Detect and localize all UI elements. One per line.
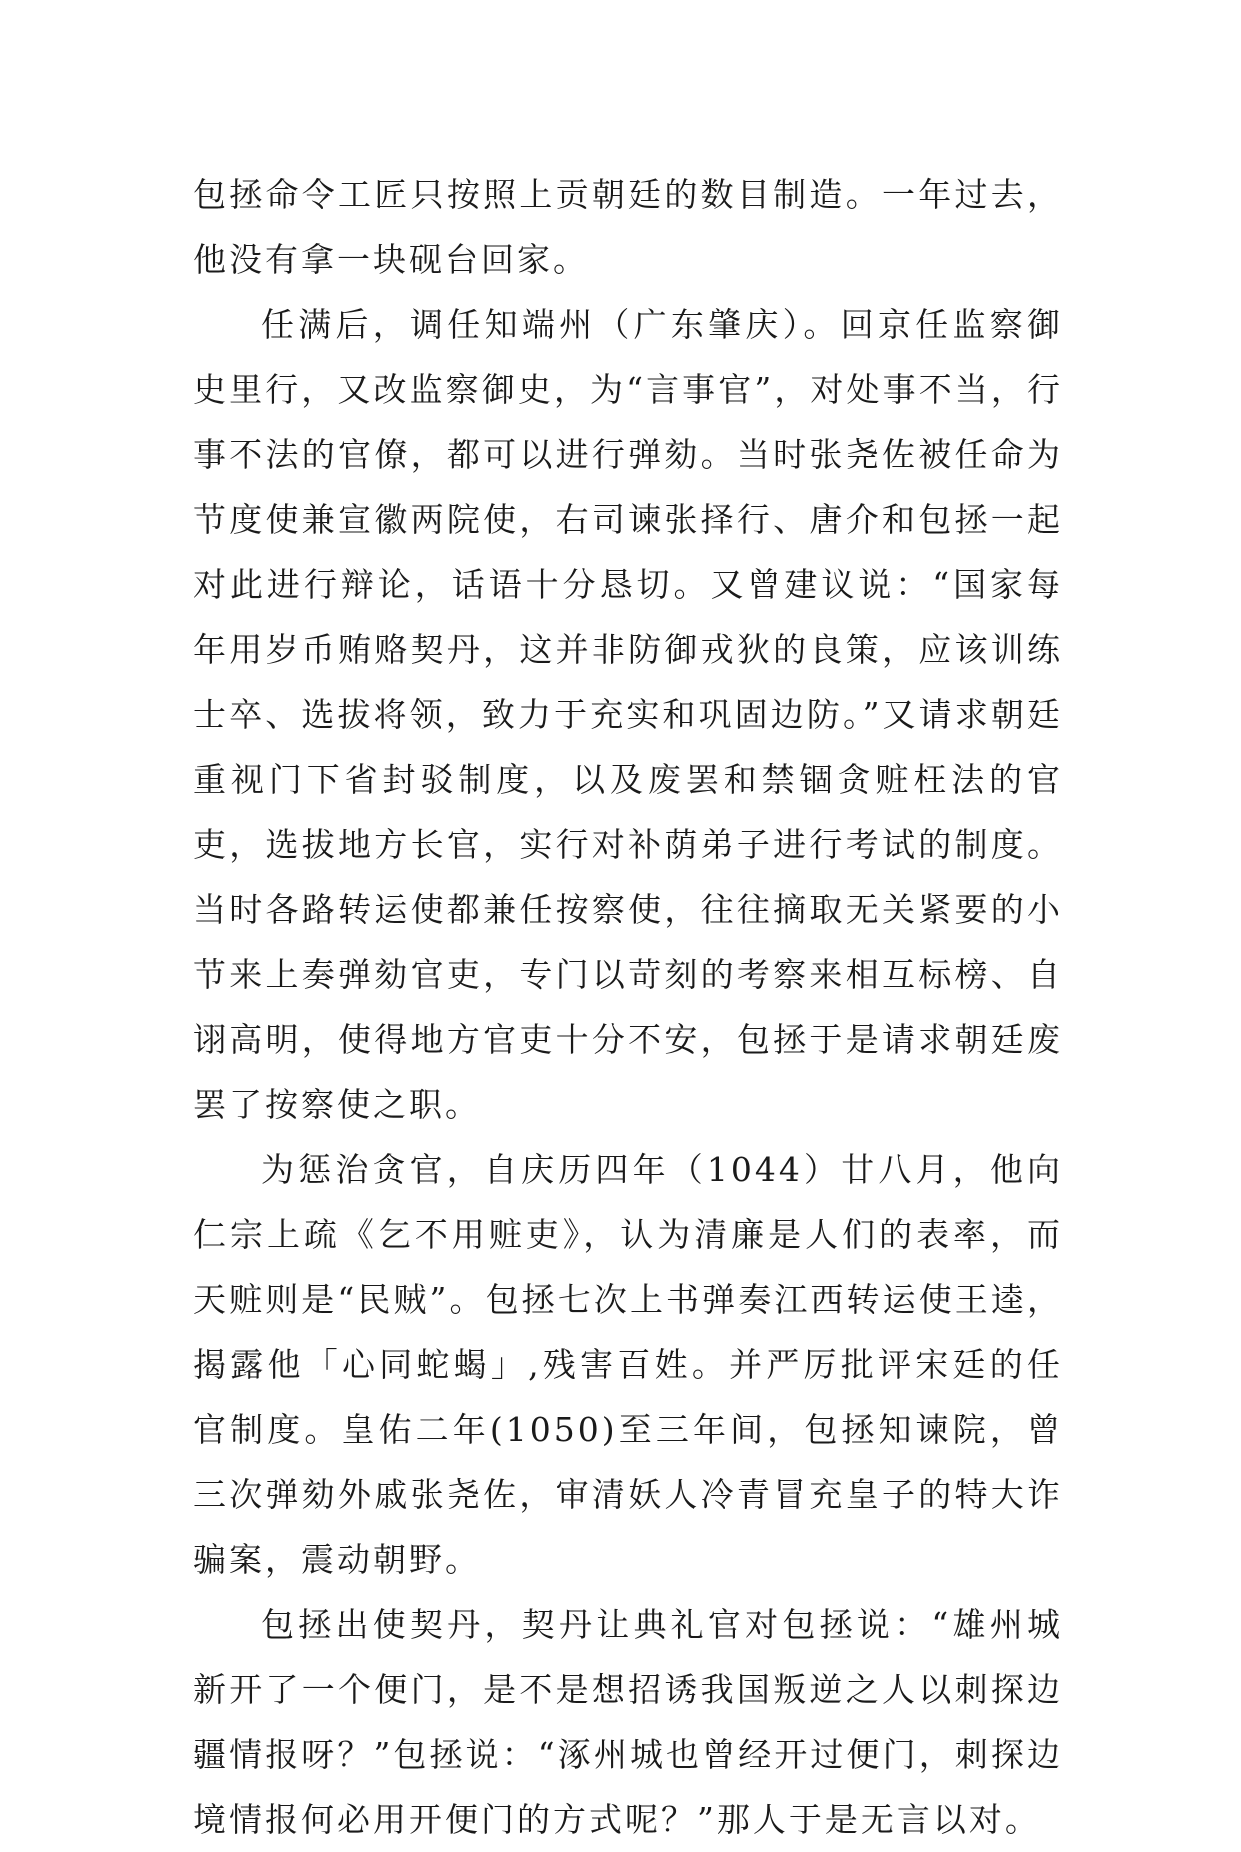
paragraph-4: 包拯出使契丹，契丹让典礼官对包拯说：“雄州城新开了一个便门，是不是想招诱我国叛逆之人以刺探边疆情报呀？”包拯说：“涿州城也曾经开过便门，刺探边境情报何必用开便门的方式呢？”那人于是无言以对。 (193, 1605, 1063, 1839)
paragraph-1: 包拯命令工匠只按照上贡朝廷的数目制造。一年过去，他没有拿一块砚台回家。 (193, 175, 1063, 279)
paragraph-3: 为惩治贪官，自庆历四年（1044）廿八月，他向仁宗上疏《乞不用赃吏》，认为清廉是人们的表率，而天赃则是“民贼”。包拯七次上书弹奏江西转运使王逵，揭露他「心同蛇蝎」,残害百姓。并严厉批评宋廷的任官制度。皇佑二年(1050)至三年间，包拯知谏院，曾三次弹劾外戚张尧佐，审清妖人冷青冒充皇子的特大诈骗案，震动朝野。 (193, 1150, 1063, 1579)
document-body (193, 162, 1063, 1852)
paragraph-2: 任满后，调任知端州（广东肇庆）。回京任监察御史里行，又改监察御史，为“言事官”，对处事不当，行事不法的官僚，都可以进行弹劾。当时张尧佐被任命为节度使兼宣徽两院使，右司谏张择行、唐介和包拯一起对此进行辩论，话语十分恳切。又曾建议说：“国家每年用岁币贿赂契丹，这并非防御戎狄的良策，应该训练士卒、选拔将领，致力于充实和巩固边防。”又请求朝廷重视门下省封驳制度，以及废罢和禁锢贪赃枉法的官吏，选拔地方长官，实行对补荫弟子进行考试的制度。当时各路转运使都兼任按察使，往往摘取无关紧要的小节来上奏弹劾官吏，专门以苛刻的考察来相互标榜、自诩高明，使得地方官吏十分不安，包拯于是请求朝廷废罢了按察使之职。 (193, 305, 1063, 1124)
